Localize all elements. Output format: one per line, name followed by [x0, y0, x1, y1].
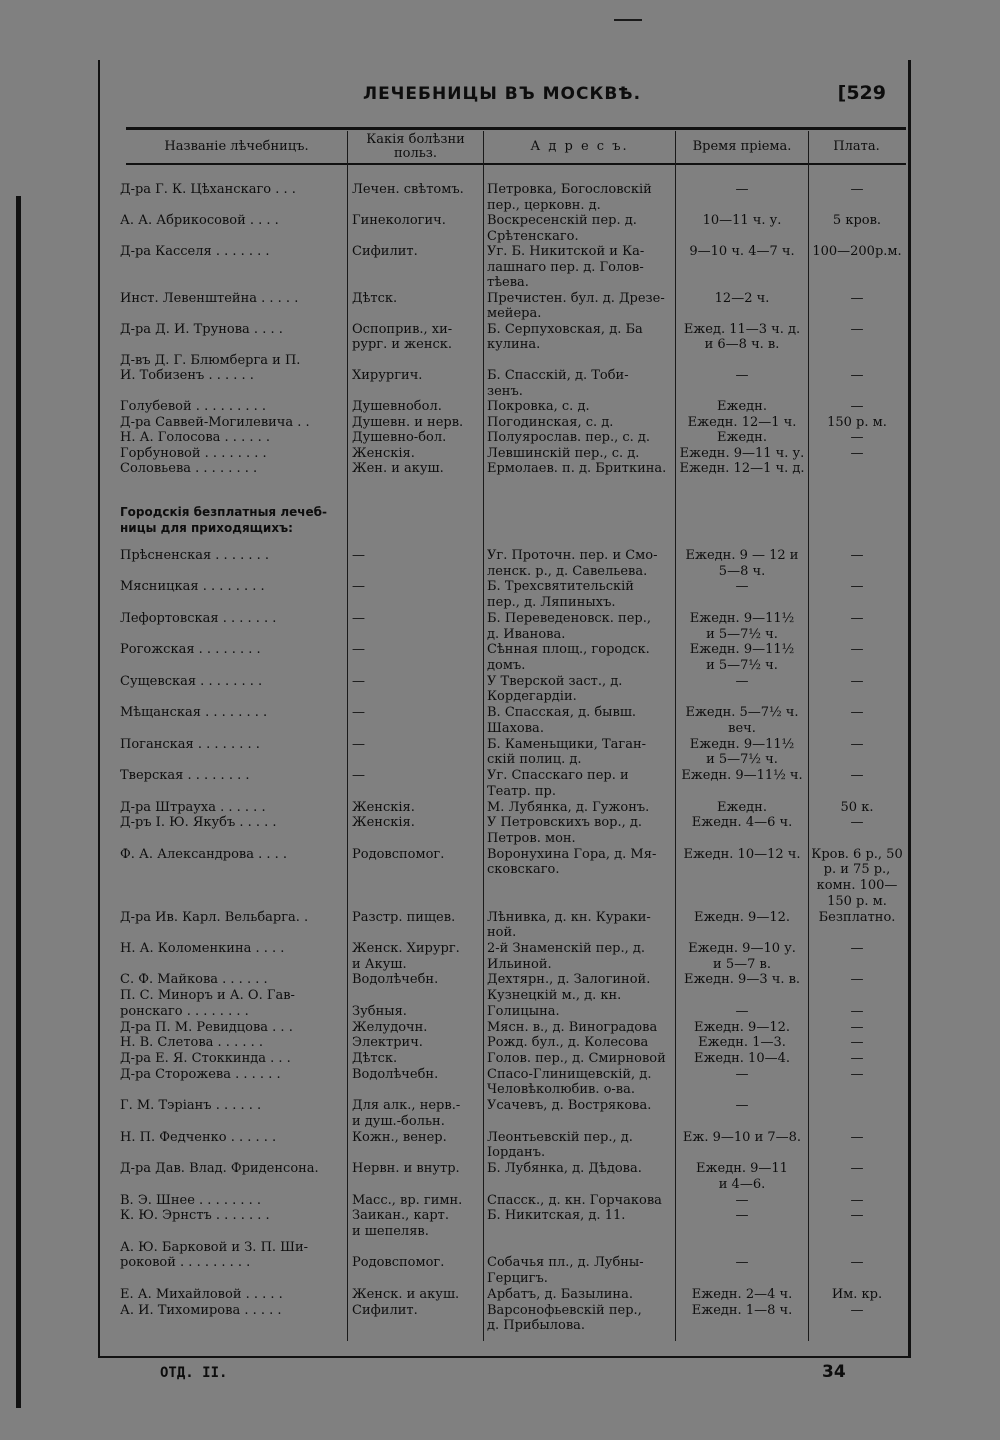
section-title-line-1: Городскія безплатныя лечеб- — [120, 505, 327, 519]
row-address: Б. Никитская, д. 11. — [487, 1208, 626, 1224]
row-hours: Ежедн. 9—12. — [693, 1019, 791, 1035]
row-address: Срѣтенскаго. — [487, 228, 579, 244]
row-name: Д-въ Д. Г. Блюмберга и П. — [120, 352, 301, 368]
row-address: д. Иванова. — [487, 626, 566, 642]
footer-sheet-number: 34 — [822, 1362, 846, 1382]
row-hours: Ежедн. 9—11 ч. у. — [679, 445, 805, 461]
page-number: [529 — [837, 82, 886, 104]
row-disease: Дѣтск. — [352, 1051, 398, 1067]
row-address: Кордегардіи. — [487, 689, 577, 705]
row-hours: и 5—7½ ч. — [706, 752, 778, 768]
row-fee: — — [850, 290, 864, 306]
row-disease: и Акуш. — [352, 956, 407, 972]
row-fee: Безплатно. — [818, 909, 896, 925]
row-disease: Желудочн. — [352, 1019, 428, 1035]
row-address: Б. Каменьщики, Таган- — [487, 736, 647, 752]
row-disease: Водолѣчебн. — [352, 1066, 439, 1082]
footer-section: ОТД. II. — [160, 1365, 228, 1381]
header-rule — [126, 127, 906, 130]
row-address: сковскаго. — [487, 862, 560, 878]
row-disease: — — [352, 579, 365, 595]
row-address: Воскресенскій пер. д. — [487, 213, 637, 228]
row-disease: Сифилит. — [352, 1302, 418, 1318]
row-hours: Ежедн. 9—11½ ч. — [681, 768, 803, 784]
row-fee: — — [850, 430, 864, 445]
row-address: Уг. Спасскаго пер. и — [487, 768, 629, 784]
row-name: А. Ю. Барковой и З. П. Ши- — [120, 1239, 309, 1255]
row-fee: — — [850, 1161, 864, 1177]
row-fee: 5 кров. — [832, 213, 882, 228]
row-hours: веч. — [728, 720, 756, 736]
col-header-name: Названіе лѣчебницъ. — [164, 139, 309, 154]
row-hours: — — [735, 1098, 749, 1114]
row-address: пер., церковн. д. — [487, 197, 601, 213]
col-header-hours: Время пріема. — [692, 139, 792, 154]
row-name: Сущевская . . . . . . . . — [120, 673, 263, 689]
row-hours: и 5—7½ ч. — [706, 626, 778, 642]
row-hours: Ежедн. — [717, 399, 767, 414]
row-fee: 100—200р.м. — [812, 244, 902, 259]
row-address: Спасо-Глинищевскій, д. — [487, 1066, 652, 1082]
row-address: Арбатъ, д. Базылина. — [487, 1286, 633, 1302]
row-address: Сѣнная площ., городск. — [487, 642, 650, 658]
row-address: Леонтьевскій пер., д. — [487, 1129, 633, 1145]
row-name: А. А. Абрикосовой . . . . — [120, 213, 279, 228]
row-name: Горбуновой . . . . . . . . — [120, 445, 267, 461]
row-address: Ильиной. — [487, 956, 552, 972]
row-fee: — — [850, 1302, 864, 1318]
row-disease: — — [352, 705, 365, 721]
row-address: У Тверской заст., д. — [487, 673, 623, 689]
row-name: Д-ра Д. И. Трунова . . . . — [120, 321, 283, 337]
row-hours: — — [735, 1192, 749, 1208]
row-address: Уг. Проточн. пер. и Смо- — [487, 548, 658, 563]
column-divider — [808, 131, 809, 1341]
row-name: В. Э. Шнее . . . . . . . . — [120, 1192, 262, 1208]
row-fee: — — [850, 368, 864, 383]
row-name: Д-ра Е. Я. Стоккинда . . . — [120, 1051, 291, 1067]
row-hours: Ежедн. 9—11½ — [689, 736, 795, 752]
row-address: Уг. Б. Никитской и Ка- — [487, 244, 645, 259]
row-name: Д-ра Саввей-Могилевича . . — [120, 414, 310, 430]
row-hours: — — [735, 1003, 749, 1019]
row-hours: — — [735, 1208, 749, 1224]
row-fee: — — [850, 1208, 864, 1224]
row-hours: — — [735, 579, 749, 595]
row-disease: Родовспомог. — [352, 1255, 445, 1271]
row-disease: Женск. и акуш. — [352, 1286, 460, 1302]
row-address: Герцигъ. — [487, 1271, 548, 1287]
row-address: Іорданъ. — [487, 1145, 546, 1161]
row-disease: — — [352, 736, 365, 752]
row-fee: — — [850, 182, 864, 197]
row-hours: — — [735, 182, 749, 197]
row-address: М. Лубянка, д. Гужонъ. — [487, 799, 650, 815]
row-address: Б. Лубянка, д. Дѣдова. — [487, 1161, 642, 1177]
row-disease: Электрич. — [352, 1035, 423, 1051]
row-name: Д-ра Ив. Карл. Вельбарга. . — [120, 909, 309, 925]
row-hours: Еж. 9—10 и 7—8. — [682, 1129, 802, 1145]
row-fee: — — [850, 673, 864, 689]
row-address: тѣева. — [487, 275, 529, 290]
row-disease: Душевно-бол. — [352, 430, 447, 445]
row-fee: — — [850, 399, 864, 414]
row-disease: Для алк., нерв.- — [352, 1098, 461, 1114]
row-address: Спасск., д. кн. Горчакова — [487, 1192, 662, 1208]
row-address: Театр. пр. — [487, 783, 557, 799]
row-address: Полуярослав. пер., с. д. — [487, 430, 651, 445]
row-disease: Нервн. и внутр. — [352, 1161, 460, 1177]
row-address: зенъ. — [487, 383, 523, 399]
row-disease: — — [352, 548, 365, 563]
row-hours: Ежед. 11—3 ч. д. — [683, 321, 801, 337]
scan-edge-bar — [16, 196, 21, 1408]
row-address: Петров. мон. — [487, 830, 576, 846]
row-hours: Ежедн. 1—8 ч. — [691, 1302, 793, 1318]
row-disease: Дѣтск. — [352, 290, 398, 306]
row-address: Покровка, с. д. — [487, 399, 590, 414]
row-name: Д-ра Дав. Влад. Фриденсона. — [120, 1161, 319, 1177]
row-name: Д-ра П. М. Ревидцова . . . — [120, 1019, 293, 1035]
row-address: мейера. — [487, 306, 542, 321]
row-fee: — — [850, 815, 864, 831]
row-disease: — — [352, 610, 365, 626]
row-fee: — — [850, 610, 864, 626]
row-disease: Хирургич. — [352, 368, 423, 383]
row-disease: Гинекологич. — [352, 213, 446, 228]
row-hours: Ежедн. 9—11½ — [689, 642, 795, 658]
row-address: Воронухина Гора, д. Мя- — [487, 846, 657, 862]
row-name: Ф. А. Александрова . . . . — [120, 846, 288, 862]
row-disease: и шепеляв. — [352, 1223, 429, 1239]
row-fee: — — [850, 579, 864, 595]
row-fee: 150 р. м. — [827, 893, 887, 909]
row-name: Голубевой . . . . . . . . . — [120, 399, 267, 414]
row-fee: р. и 75 р., — [823, 862, 891, 878]
row-address: Человѣколюбив. о-ва. — [487, 1082, 636, 1098]
row-hours: — — [735, 1066, 749, 1082]
row-hours: 9—10 ч. 4—7 ч. — [689, 244, 795, 259]
row-fee: — — [850, 321, 864, 337]
row-hours: Ежедн. 4—6 ч. — [691, 815, 793, 831]
row-address: Погодинская, с. д. — [487, 414, 614, 430]
column-divider — [347, 131, 348, 1341]
column-header-rule — [126, 163, 906, 165]
row-hours: Ежедн. 1—3. — [698, 1035, 786, 1051]
row-name: К. Ю. Эрнстъ . . . . . . . — [120, 1208, 270, 1224]
row-hours: Ежедн. 9 — 12 и — [685, 548, 799, 563]
row-address: Мясн. в., д. Виноградова — [487, 1019, 658, 1035]
row-fee: — — [850, 642, 864, 658]
row-disease: Женскія. — [352, 815, 415, 831]
row-disease: и душ.-больн. — [352, 1113, 445, 1129]
row-name: роковой . . . . . . . . . — [120, 1255, 251, 1271]
row-disease: Женск. Хирург. — [352, 941, 460, 956]
row-disease: Женскія. — [352, 799, 415, 815]
row-address: Б. Спасскій, д. Тоби- — [487, 368, 629, 383]
row-fee: 150 р. м. — [827, 414, 887, 430]
row-disease: Оспоприв., хи- — [352, 321, 453, 337]
row-disease: Заикан., карт. — [352, 1208, 449, 1224]
row-hours: — — [735, 1255, 749, 1271]
row-address: Петровка, Богословскій — [487, 182, 652, 197]
row-address: Собачья пл., д. Лубны- — [487, 1255, 644, 1271]
row-disease: — — [352, 768, 365, 784]
row-hours: Ежедн. 9—10 у. — [688, 941, 796, 956]
row-name: Рогожская . . . . . . . . — [120, 642, 261, 658]
row-address: Б. Переведеновск. пер., — [487, 610, 651, 626]
row-address: лашнаго пер. д. Голов- — [487, 259, 644, 275]
row-hours: Ежедн. 9—12. — [693, 909, 791, 925]
row-name: Н. В. Слетова . . . . . . — [120, 1035, 263, 1051]
row-address: У Петровскихъ вор., д. — [487, 815, 643, 831]
row-fee: Им. кр. — [831, 1286, 883, 1302]
row-hours: и 5—7½ ч. — [706, 658, 778, 674]
row-address: Б. Серпуховская, д. Ба — [487, 321, 643, 337]
row-address: скій полиц. д. — [487, 752, 582, 768]
row-disease: Сифилит. — [352, 244, 418, 259]
row-address: Голицына. — [487, 1003, 560, 1019]
row-fee: — — [850, 1035, 864, 1051]
row-hours: Ежедн. 5—7½ ч. — [685, 705, 799, 721]
row-hours: и 5—7 в. — [713, 956, 771, 972]
row-address: Кузнецкій м., д. кн. — [487, 988, 622, 1004]
row-disease: Жен. и акуш. — [352, 461, 444, 476]
row-disease: — — [352, 642, 365, 658]
row-fee: комн. 100— — [816, 878, 898, 894]
row-disease: Душевнобол. — [352, 399, 442, 414]
row-address: Голов. пер., д. Смирновой — [487, 1051, 666, 1067]
row-fee: — — [850, 736, 864, 752]
row-hours: Ежедн. 9—3 ч. в. — [683, 972, 801, 988]
column-divider — [675, 131, 676, 1341]
row-address: Варсонофьевскій пер., — [487, 1302, 642, 1318]
row-hours: 5—8 ч. — [718, 563, 766, 579]
row-address: пер., д. Ляпиныхъ. — [487, 595, 616, 611]
row-fee: — — [850, 445, 864, 461]
row-fee: Кров. 6 р., 50 — [811, 846, 903, 862]
row-hours: Ежедн. 10—4. — [693, 1051, 791, 1067]
row-name: Г. М. Тэріанъ . . . . . . — [120, 1098, 262, 1114]
row-address: Лѣнивка, д. кн. Кураки- — [487, 909, 651, 925]
row-name: Тверская . . . . . . . . — [120, 768, 250, 784]
row-name: Лефортовская . . . . . . . — [120, 610, 277, 626]
row-address: Левшинскій пер., с. д. — [487, 445, 640, 461]
row-name: Н. А. Коломенкина . . . . — [120, 941, 285, 956]
row-name: Мѣщанская . . . . . . . . — [120, 705, 268, 721]
row-hours: Ежедн. 9—11 — [696, 1161, 788, 1177]
row-name: П. С. Миноръ и А. О. Гав- — [120, 988, 295, 1004]
row-address: Дехтярн., д. Залогиной. — [487, 972, 651, 988]
row-address: Пречистен. бул. д. Дрезе- — [487, 290, 665, 306]
row-address: 2-й Знаменскій пер., д. — [487, 941, 646, 956]
col-header-disease: Какія болѣзни польз. — [366, 132, 465, 161]
section-title-line-2: ницы для приходящихъ: — [120, 521, 293, 535]
row-disease: Масс., вр. гимн. — [352, 1192, 463, 1208]
row-address: В. Спасская, д. бывш. — [487, 705, 637, 721]
row-name: Соловьева . . . . . . . . — [120, 461, 258, 476]
row-disease: рург. и женск. — [352, 337, 453, 352]
row-disease: Разстр. пищев. — [352, 909, 456, 925]
row-disease: Кожн., венер. — [352, 1129, 447, 1145]
row-disease: Водолѣчебн. — [352, 972, 439, 988]
row-name: Д-ра Сторожева . . . . . . — [120, 1066, 281, 1082]
row-name: Прѣсненская . . . . . . . — [120, 548, 270, 563]
row-hours: Ежедн. — [717, 430, 767, 445]
row-disease: Женскія. — [352, 445, 415, 461]
row-address: ленск. р., д. Савельева. — [487, 563, 648, 579]
col-header-address: А д р е с ъ. — [530, 139, 629, 154]
row-hours: — — [735, 368, 749, 383]
page-title: ЛЕЧЕБНИЦЫ ВЪ МОСКВѢ. — [362, 84, 642, 104]
row-hours: 10—11 ч. у. — [702, 213, 782, 228]
row-fee: — — [850, 768, 864, 784]
row-disease: Душевн. и нерв. — [352, 414, 464, 430]
row-name: А. И. Тихомирова . . . . . — [120, 1302, 282, 1318]
row-hours: Ежедн. 10—12 ч. — [683, 846, 801, 862]
row-hours: Ежедн. 12—1 ч. д. — [679, 461, 805, 476]
row-fee: — — [850, 1051, 864, 1067]
row-address: домъ. — [487, 658, 526, 674]
row-name: С. Ф. Майкова . . . . . . — [120, 972, 268, 988]
row-name: Д-ра Г. К. Цѣханскаго . . . — [120, 182, 296, 197]
row-hours: 12—2 ч. — [714, 290, 770, 306]
page-header — [98, 80, 906, 110]
row-name: Н. П. Федченко . . . . . . — [120, 1129, 277, 1145]
row-address: Рожд. бул., д. Колесова — [487, 1035, 649, 1051]
row-fee: — — [850, 1192, 864, 1208]
row-hours: Ежедн. 9—11½ — [689, 610, 795, 626]
row-address: Б. Трехсвятительскій — [487, 579, 634, 595]
row-fee: — — [850, 705, 864, 721]
row-name: Е. А. Михайловой . . . . . — [120, 1286, 283, 1302]
row-fee: — — [850, 1255, 864, 1271]
row-address: кулина. — [487, 337, 541, 352]
row-address: д. Прибылова. — [487, 1318, 586, 1334]
row-fee: — — [850, 1003, 864, 1019]
row-fee: — — [850, 941, 864, 956]
row-address: Шахова. — [487, 720, 544, 736]
print-mark — [614, 19, 642, 21]
row-fee: — — [850, 1066, 864, 1082]
row-name: Поганская . . . . . . . . — [120, 736, 260, 752]
row-name: Д-ръ І. Ю. Якубъ . . . . . — [120, 815, 277, 831]
row-address: ной. — [487, 925, 517, 941]
row-fee: — — [850, 548, 864, 563]
row-name: Н. А. Голосова . . . . . . — [120, 430, 270, 445]
row-fee: 50 к. — [840, 799, 874, 815]
row-name: И. Тобизенъ . . . . . . — [120, 368, 254, 383]
row-disease: Зубныя. — [352, 1003, 407, 1019]
row-name: Инст. Левенштейна . . . . . — [120, 290, 299, 306]
row-hours: Ежедн. — [717, 799, 767, 815]
row-disease: — — [352, 673, 365, 689]
row-disease: Родовспомог. — [352, 846, 445, 862]
row-name: ронскаго . . . . . . . . — [120, 1003, 249, 1019]
row-hours: Ежедн. 2—4 ч. — [691, 1286, 793, 1302]
row-hours: Ежедн. 12—1 ч. — [687, 414, 797, 430]
row-name: Д-ра Штрауха . . . . . . — [120, 799, 266, 815]
row-hours: и 6—8 ч. в. — [704, 337, 780, 352]
col-header-fee: Плата. — [833, 139, 880, 154]
row-hours: и 4—6. — [718, 1176, 766, 1192]
row-hours: — — [735, 673, 749, 689]
row-fee: — — [850, 1019, 864, 1035]
column-divider — [483, 131, 484, 1341]
row-disease: Лечен. свѣтомъ. — [352, 182, 464, 197]
row-name: Мясницкая . . . . . . . . — [120, 579, 265, 595]
row-fee: — — [850, 1129, 864, 1145]
row-name: Д-ра Касселя . . . . . . . — [120, 244, 270, 259]
row-address: Усачевъ, д. Вострякова. — [487, 1098, 652, 1114]
row-address: Ермолаев. п. д. Бриткина. — [487, 461, 667, 476]
row-fee: — — [850, 972, 864, 988]
